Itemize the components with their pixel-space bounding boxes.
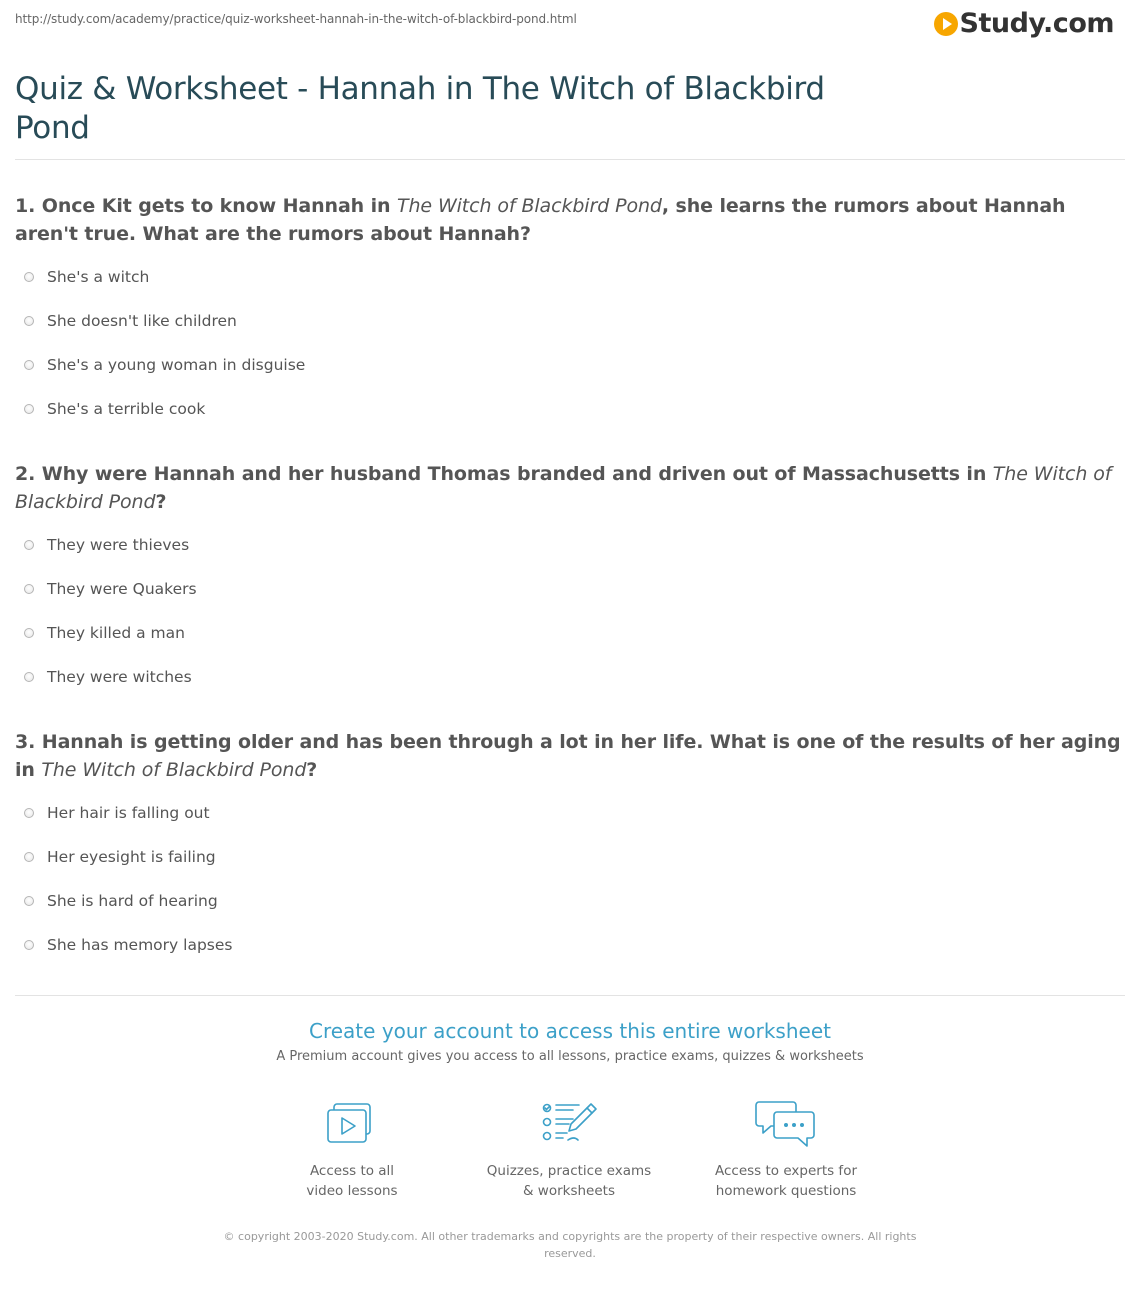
question-text: , she learns the rumors about Hannah aren't true. What are the rumors about Hannah?	[15, 195, 1066, 245]
premium-description: A Premium account gives you access to all lessons, practice exams, quizzes & worksheets	[276, 1049, 864, 1064]
create-account-link[interactable]: Create your account to access this entire worksheet	[309, 1019, 831, 1043]
feature-label: & worksheets	[522, 1183, 615, 1199]
question-text: ?	[155, 491, 167, 513]
radio-button[interactable]	[24, 628, 34, 638]
answer-option[interactable]	[24, 846, 216, 868]
radio-button[interactable]	[24, 404, 34, 414]
page-url: http://study.com/academy/practice/quiz-worksheet-hannah-in-the-witch-of-blackbird-pond.html	[15, 12, 577, 26]
answer-option[interactable]	[24, 934, 232, 956]
video-lessons-icon	[322, 1100, 382, 1148]
radio-button[interactable]	[24, 360, 34, 370]
question-text: ?	[306, 759, 318, 781]
page-title: Quiz & Worksheet - Hannah in The Witch of Blackbird Pond	[15, 71, 825, 146]
feature-label: Access to all	[309, 1163, 395, 1179]
answer-option[interactable]	[24, 622, 185, 644]
study-logo[interactable]	[934, 8, 1114, 39]
question-1	[15, 192, 1125, 248]
chat-bubbles-icon	[753, 1100, 819, 1148]
play-logo-icon	[934, 12, 958, 36]
option-label: They were Quakers	[47, 580, 197, 598]
radio-button[interactable]	[24, 584, 34, 594]
answer-option[interactable]	[24, 578, 197, 600]
option-label: She is hard of hearing	[47, 892, 218, 910]
question-3	[15, 728, 1125, 784]
answer-option[interactable]	[24, 354, 305, 376]
feature-video-lessons	[252, 1100, 452, 1201]
cta-divider	[15, 995, 1125, 996]
option-label: Her hair is falling out	[47, 804, 210, 822]
quiz-checklist-icon	[539, 1100, 599, 1148]
question-2	[15, 460, 1125, 516]
radio-button[interactable]	[24, 896, 34, 906]
feature-label: video lessons	[306, 1183, 398, 1199]
radio-button[interactable]	[24, 808, 34, 818]
option-label: She's a young woman in disguise	[47, 356, 306, 374]
answer-option[interactable]	[24, 802, 210, 824]
radio-button[interactable]	[24, 316, 34, 326]
radio-button[interactable]	[24, 852, 34, 862]
question-number: 3.	[15, 731, 36, 753]
answer-option[interactable]	[24, 890, 218, 912]
feature-quizzes	[469, 1100, 669, 1201]
radio-button[interactable]	[24, 540, 34, 550]
title-divider	[15, 159, 1125, 160]
option-label: They were witches	[47, 668, 192, 686]
option-label: They killed a man	[47, 624, 185, 642]
answer-option[interactable]	[24, 398, 205, 420]
answer-option[interactable]	[24, 534, 189, 556]
answer-option[interactable]	[24, 310, 237, 332]
radio-button[interactable]	[24, 272, 34, 282]
radio-button[interactable]	[24, 672, 34, 682]
book-title: The Witch of Blackbird Pond	[15, 463, 1112, 513]
option-label: She's a terrible cook	[47, 400, 206, 418]
question-text: Once Kit gets to know Hannah in	[41, 195, 397, 217]
book-title: The Witch of Blackbird Pond	[41, 759, 307, 781]
question-number: 2.	[15, 463, 36, 485]
option-label: She doesn't like children	[47, 312, 237, 330]
feature-experts	[686, 1100, 886, 1201]
feature-label: Access to experts for	[714, 1163, 857, 1179]
option-label: She's a witch	[47, 268, 150, 286]
question-text: Why were Hannah and her husband Thomas branded and driven out of Massachusetts in	[41, 463, 993, 485]
radio-button[interactable]	[24, 940, 34, 950]
question-number: 1.	[15, 195, 36, 217]
question-text: Hannah is getting older and has been through a lot in her life. What is one of the results of her aging in	[15, 731, 1121, 781]
option-label: Her eyesight is failing	[47, 848, 216, 866]
feature-label: homework questions	[715, 1183, 857, 1199]
copyright-notice: © copyright 2003-2020 Study.com. All other trademarks and copyrights are the property of their respective owners. All rights reserved.	[223, 1230, 917, 1260]
option-label: They were thieves	[47, 536, 190, 554]
feature-label: Quizzes, practice exams	[486, 1163, 652, 1179]
logo-text: Study.com	[959, 8, 1114, 39]
answer-option[interactable]	[24, 266, 149, 288]
option-label: She has memory lapses	[47, 936, 233, 954]
answer-option[interactable]	[24, 666, 192, 688]
book-title: The Witch of Blackbird Pond	[396, 195, 662, 217]
